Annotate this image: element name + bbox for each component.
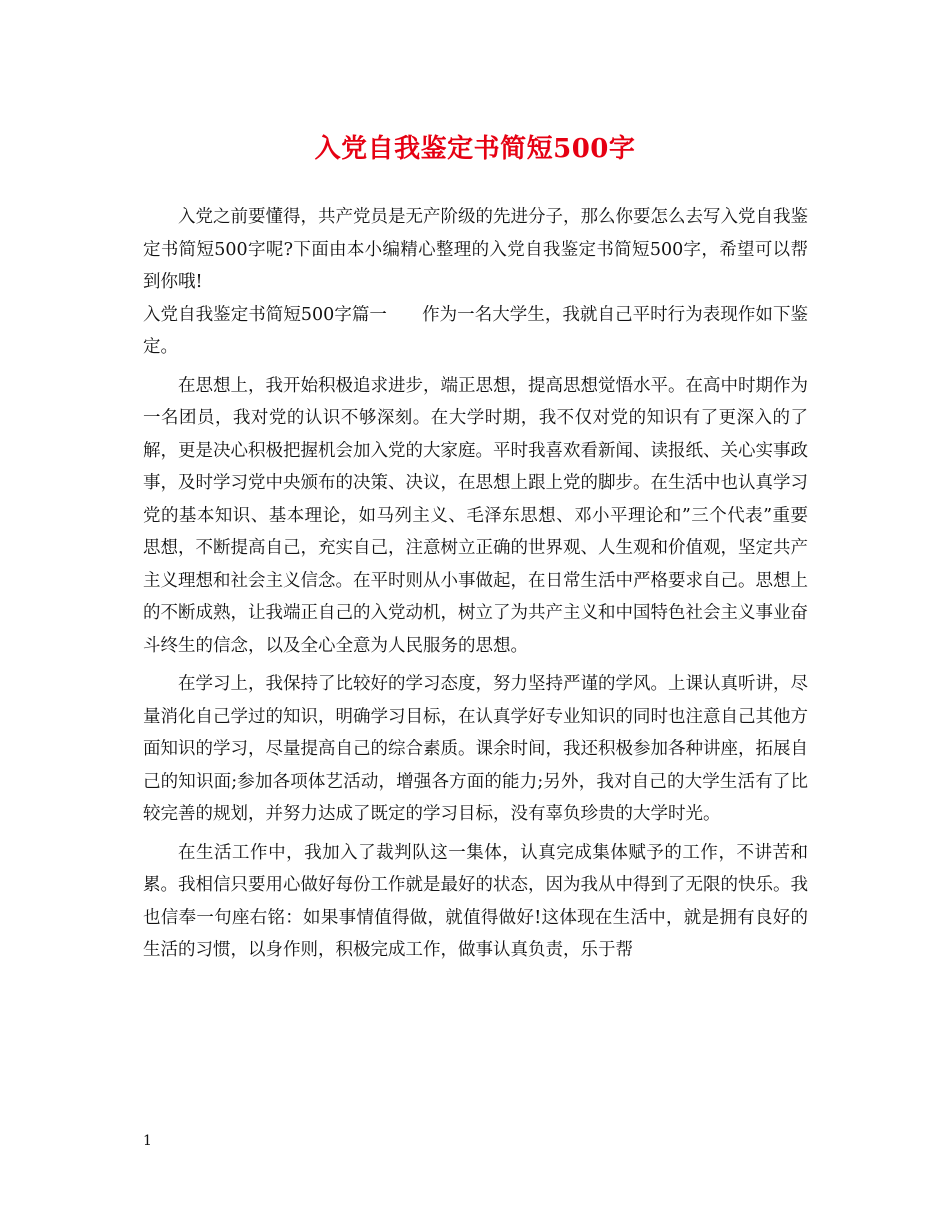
intro-paragraph: 入党之前要懂得，共产党员是无产阶级的先进分子，那么你要怎么去写入党自我鉴定书简短500字呢?下面由本小编精心整理的入党自我鉴定书简短500字，希望可以帮到你哦! — [143, 207, 808, 292]
life-work-paragraph: 在生活工作中，我加入了裁判队这一集体，认真完成集体赋予的工作，不讲苦和累。我相信只要用心做好每份工作就是最好的状态，因为我从中得到了无限的快乐。我也信奉一句座右铭：如果事情值得做，就值得做好!这体现在生活中，就是拥有良好的生活的习惯，以身作则，积极完成工作，做事认真负责，乐于帮 — [143, 842, 808, 960]
page-number: 1 — [143, 1133, 152, 1149]
ideology-paragraph: 在思想上，我开始积极追求进步，端正思想，提高思想觉悟水平。在高中时期作为一名团员，我对党的认识不够深刻。在大学时期，我不仅对党的知识有了更深入的了解，更是决心积极把握机会加入党的大家庭。平时我喜欢看新闻、读报纸、关心实事政事，及时学习党中央颁布的决策、决议，在思想上跟上党的脚步。在生活中也认真学习党的基本知识、基本理论，如马列主义、毛泽东思想、邓小平理论和”三个代表”重要思想，不断提高自己，充实自己，注意树立正确的世界观、人生观和价值观，坚定共产主义理想和社会主义信念。在平时则从小事做起，在日常生活中严格要求自己。思想上的不断成熟，让我端正自己的入党动机，树立了为共产主义和中国特色社会主义事业奋斗终生的信念，以及全心全意为人民服务的思想。 — [143, 375, 808, 656]
document-body — [143, 201, 808, 967]
study-paragraph: 在学习上，我保持了比较好的学习态度，努力坚持严谨的学风。上课认真听讲，尽量消化自己学过的知识，明确学习目标，在认真学好专业知识的同时也注意自己其他方面知识的学习，尽量提高自己的综合素质。课余时间，我还积极参加各种讲座，拓展自己的知识面;参加各项体艺活动，增强各方面的能力;另外，我对自己的大学生活有了比较完善的规划，并努力达成了既定的学习目标，没有辜负珍贵的大学时光。 — [143, 674, 808, 824]
document-title: 入党自我鉴定书简短500字 — [314, 134, 636, 164]
section-heading-paragraph: 入党自我鉴定书简短500字篇一 作为一名大学生，我就自己平时行为表现作如下鉴定。 — [143, 304, 808, 357]
